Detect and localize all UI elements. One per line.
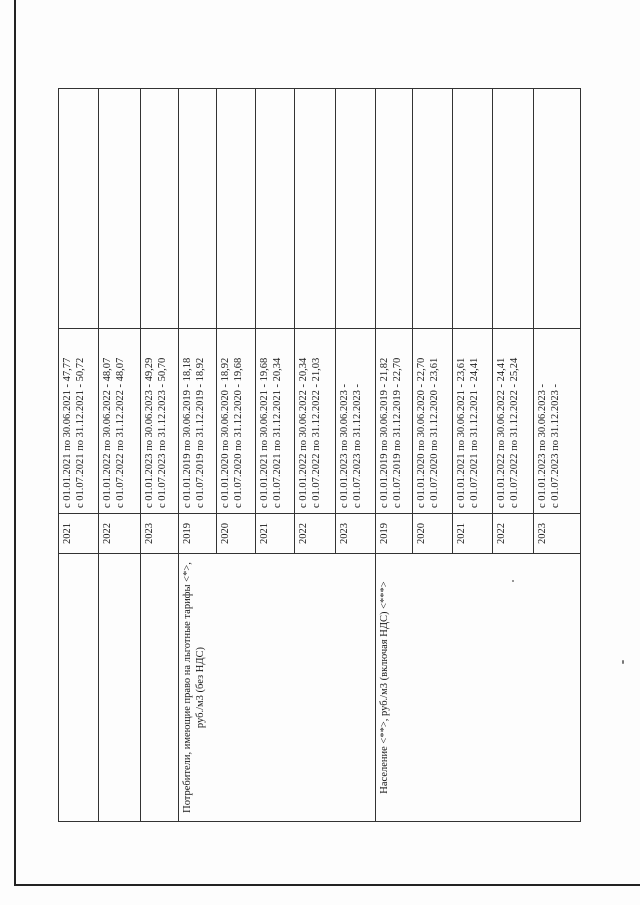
year-value: 2022: [298, 523, 309, 544]
year-value: 2023: [144, 523, 155, 544]
year-cell: [534, 514, 581, 554]
category-cell-continued: [99, 554, 141, 822]
year-value: 2019: [182, 523, 193, 544]
year-cell: [336, 514, 376, 554]
rate-cell: [336, 329, 376, 514]
rate-cell: [376, 329, 413, 514]
rate-line: с 01.01.2023 по 30.06.2023 -: [537, 383, 548, 508]
rate-line: с 01.01.2022 по 30.06.2022 - 24,41: [496, 357, 507, 508]
rate-line: с 01.01.2023 по 30.06.2023 -: [339, 383, 350, 508]
year-cell: [256, 514, 295, 554]
rate-line: с 01.07.2023 по 31.12.2023 -: [550, 383, 561, 508]
rate-line: с 01.01.2023 по 30.06.2023 - 49,29: [144, 357, 155, 508]
rate-line: с 01.07.2021 по 31.12.2021 - 20,34: [272, 357, 283, 508]
rate-cell: [295, 329, 336, 514]
year-value: 2021: [456, 523, 467, 544]
year-value: 2019: [379, 523, 390, 544]
year-cell: [413, 514, 453, 554]
category-label: Потребители, имеющие право на льготные тарифы <*>, руб./м3 (без НДС): [182, 562, 206, 813]
year-cell: [493, 514, 534, 554]
scan-speck: [622, 660, 624, 664]
rate-line: с 01.01.2019 по 30.06.2019 - 18,18: [182, 357, 193, 508]
empty-cell: [336, 89, 376, 329]
rate-line: с 01.01.2022 по 30.06.2022 - 20,34: [298, 357, 309, 508]
empty-cell: [217, 89, 256, 329]
rate-cell: [179, 329, 217, 514]
year-cell: [217, 514, 256, 554]
year-cell: [59, 514, 99, 554]
rate-cell: [141, 329, 179, 514]
category-population: [376, 554, 581, 822]
rate-line: с 01.07.2022 по 31.12.2022 - 25,24: [509, 357, 520, 508]
year-cell: [376, 514, 413, 554]
empty-cell: [376, 89, 413, 329]
empty-cell: [295, 89, 336, 329]
year-value: 2021: [259, 523, 270, 544]
rate-cell: [217, 329, 256, 514]
rate-cell: [99, 329, 141, 514]
rate-line: с 01.07.2021 по 31.12.2021 - 50,72: [75, 357, 86, 508]
table-row: [141, 89, 179, 822]
empty-cell: [59, 89, 99, 329]
year-cell: [141, 514, 179, 554]
rotated-tariff-table: [58, 89, 560, 822]
table-row: [376, 89, 413, 822]
empty-cell: [534, 89, 581, 329]
empty-cell: [141, 89, 179, 329]
rate-line: с 01.01.2020 по 30.06.2020 - 22,70: [416, 357, 427, 508]
empty-cell: [413, 89, 453, 329]
rate-cell: [59, 329, 99, 514]
page-left-border: [14, 0, 16, 885]
year-value: 2023: [339, 523, 350, 544]
year-cell: [453, 514, 493, 554]
category-preferential: [179, 554, 376, 822]
year-value: 2021: [62, 523, 73, 544]
rate-line: с 01.01.2019 по 30.06.2019 - 21,82: [379, 357, 390, 508]
rate-line: с 01.07.2023 по 31.12.2023 - 50,70: [157, 357, 168, 508]
rate-cell: [534, 329, 581, 514]
table-row: [179, 89, 217, 822]
rate-line: с 01.07.2020 по 31.12.2020 - 23,61: [429, 357, 440, 508]
rate-line: с 01.01.2020 по 30.06.2020 - 18,92: [220, 357, 231, 508]
rate-line: с 01.07.2019 по 31.12.2019 - 18,92: [195, 357, 206, 508]
table-row: [99, 89, 141, 822]
rate-cell: [413, 329, 453, 514]
empty-cell: [179, 89, 217, 329]
empty-cell: [99, 89, 141, 329]
rate-line: с 01.07.2020 по 31.12.2020 - 19,68: [233, 357, 244, 508]
rate-line: с 01.07.2022 по 31.12.2022 - 48,07: [115, 357, 126, 508]
rate-line: с 01.01.2021 по 30.06.2021 - 19,68: [259, 357, 270, 508]
year-cell: [295, 514, 336, 554]
year-cell: [99, 514, 141, 554]
empty-cell: [493, 89, 534, 329]
year-value: 2022: [496, 523, 507, 544]
rate-line: с 01.07.2022 по 31.12.2022 - 21,03: [311, 357, 322, 508]
table-row: [59, 89, 99, 822]
page-bottom-border: [14, 884, 640, 886]
category-cell-continued: [141, 554, 179, 822]
empty-cell: [256, 89, 295, 329]
year-cell: [179, 514, 217, 554]
rate-cell: [493, 329, 534, 514]
year-value: 2020: [416, 523, 427, 544]
category-cell-continued: [59, 554, 99, 822]
empty-cell: [453, 89, 493, 329]
rate-line: с 01.07.2019 по 31.12.2019 - 22,70: [392, 357, 403, 508]
category-label: Население <**>, руб./м3 (включая НДС) <***>: [379, 581, 390, 794]
year-value: 2020: [220, 523, 231, 544]
rate-line: с 01.01.2022 по 30.06.2022 - 48,07: [102, 357, 113, 508]
rate-line: с 01.01.2021 по 30.06.2021 - 23,61: [456, 357, 467, 508]
year-value: 2022: [102, 523, 113, 544]
rate-line: с 01.01.2021 по 30.06.2021 - 47,77: [62, 357, 73, 508]
rate-cell: [453, 329, 493, 514]
year-value: 2023: [537, 523, 548, 544]
rate-line: с 01.07.2023 по 31.12.2023 -: [352, 383, 363, 508]
tariff-table: [58, 88, 581, 822]
rate-line: с 01.07.2021 по 31.12.2021 - 24,41: [469, 357, 480, 508]
rate-cell: [256, 329, 295, 514]
